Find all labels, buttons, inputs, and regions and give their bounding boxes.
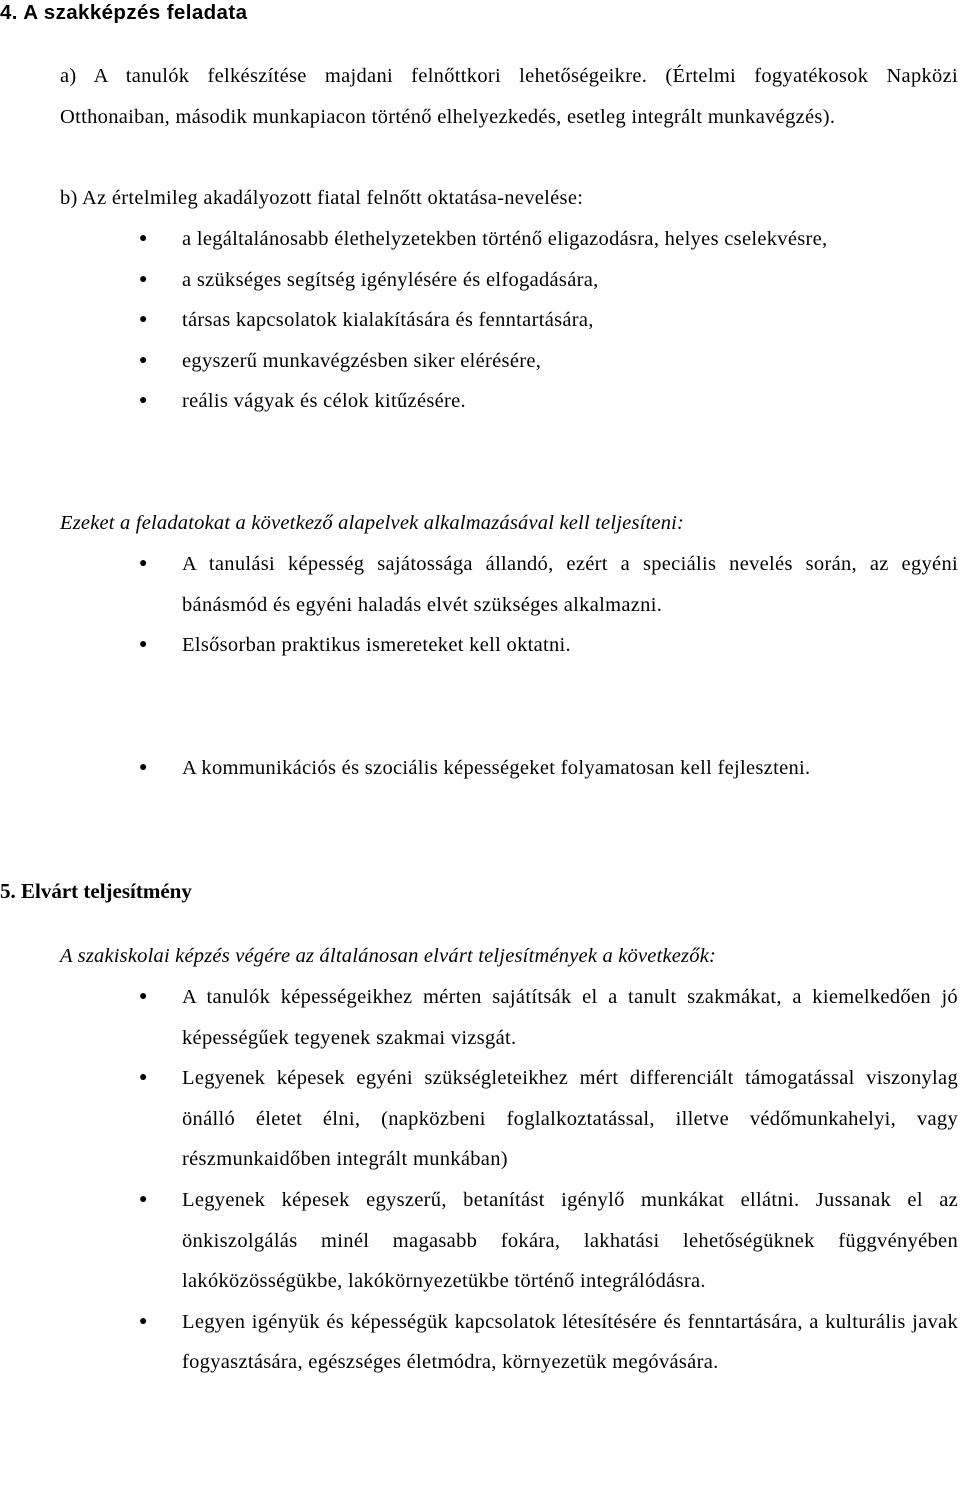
list-item-text: a szükséges segítség igénylésére és elfogadására, bbox=[182, 268, 599, 291]
list-item-text: A tanulók képességeikhez mérten sajátítsák el a tanult szakmákat, a kiemelkedően jó képességűek tegyenek szakmai vizsgát. bbox=[182, 986, 958, 1049]
paragraph-a: a) A tanulók felkészítése majdani felnőttkori lehetőségeikre. (Értelmi fogyatékosok Napközi Otthonaiban, második munkapiacon történő elhelyezkedés, esetleg integrált munkavégzés). bbox=[60, 65, 958, 128]
list-item-text: Legyenek képesek egyszerű, betanítást igénylő munkákat ellátni. Jussanak el az önkiszolgálás minél magasabb fokára, lakhatási lehetőségüknek függvényében lakóközösségükbe, lakókörnyezetükbe történő integrálódásra. bbox=[182, 1188, 958, 1293]
list-item bbox=[0, 381, 960, 422]
list-item-text: A tanulási képesség sajátossága állandó, ezért a speciális nevelés során, az egyéni bánásmód és egyéni haladás elvét szükséges alkalmazni. bbox=[182, 553, 958, 616]
list-item-text: egyszerű munkavégzésben siker elérésére, bbox=[182, 349, 542, 372]
expectations-list bbox=[0, 977, 960, 1383]
bullet-icon: ● bbox=[139, 989, 148, 1004]
principles-intro: Ezeket a feladatokat a következő alapelvek alkalmazásával kell teljesíteni: bbox=[60, 512, 685, 534]
list-item bbox=[0, 748, 960, 789]
list-item-text: reális vágyak és célok kitűzésére. bbox=[182, 390, 466, 413]
list-item bbox=[0, 260, 960, 301]
list-item bbox=[0, 1058, 960, 1180]
principles-list bbox=[0, 544, 960, 666]
list-item-text: Elsősorban praktikus ismereteket kell oktatni. bbox=[182, 634, 571, 657]
bullet-icon: ● bbox=[139, 1313, 148, 1329]
list-item bbox=[0, 341, 960, 382]
list-item bbox=[0, 1302, 960, 1383]
bullet-icon: ● bbox=[139, 760, 148, 775]
list-item-text: A kommunikációs és szociális képességeket folyamatosan kell fejleszteni. bbox=[182, 757, 811, 779]
list-item bbox=[0, 219, 960, 260]
list-b bbox=[0, 219, 960, 422]
list-item-text: Legyenek képesek egyéni szükségleteikhez mért differenciált támogatással viszonylag önálló életet élni, (napközbeni foglalkoztatással, illetve védőmunkahelyi, vagy részmunkaidőben integrált munkában) bbox=[182, 1067, 958, 1171]
list-item bbox=[0, 1180, 960, 1302]
list-item bbox=[0, 977, 960, 1058]
bullet-icon: ● bbox=[139, 312, 148, 328]
bullet-icon: ● bbox=[139, 352, 148, 368]
bullet-icon: ● bbox=[139, 556, 148, 571]
bullet-icon: ● bbox=[139, 1191, 148, 1207]
principles-list-continued bbox=[0, 748, 960, 789]
expectations-intro: A szakiskolai képzés végére az általánosan elvárt teljesítmények a következők: bbox=[60, 945, 717, 967]
list-item bbox=[0, 300, 960, 341]
list-item-text: Legyen igényük és képességük kapcsolatok létesítésére és fenntartására, a kulturális javak fogyasztására, egészséges életmódra, környezetük megóvására. bbox=[182, 1310, 958, 1374]
bullet-icon: ● bbox=[139, 271, 148, 287]
bullet-icon: ● bbox=[139, 393, 148, 409]
section-4-heading: 4. A szakképzés feladata bbox=[0, 1, 248, 24]
list-item bbox=[0, 544, 960, 625]
list-item bbox=[0, 625, 960, 666]
paragraph-b: b) Az értelmileg akadályozott fiatal felnőtt oktatása-nevelése: bbox=[60, 187, 584, 209]
section-5-heading: 5. Elvárt teljesítmény bbox=[0, 879, 192, 903]
list-item-text: a legáltalánosabb élethelyzetekben történő eligazodásra, helyes cselekvésre, bbox=[182, 228, 828, 250]
list-item-text: társas kapcsolatok kialakítására és fenntartására, bbox=[182, 309, 594, 332]
bullet-icon: ● bbox=[139, 637, 148, 653]
bullet-icon: ● bbox=[139, 1070, 148, 1086]
bullet-icon: ● bbox=[139, 231, 148, 246]
